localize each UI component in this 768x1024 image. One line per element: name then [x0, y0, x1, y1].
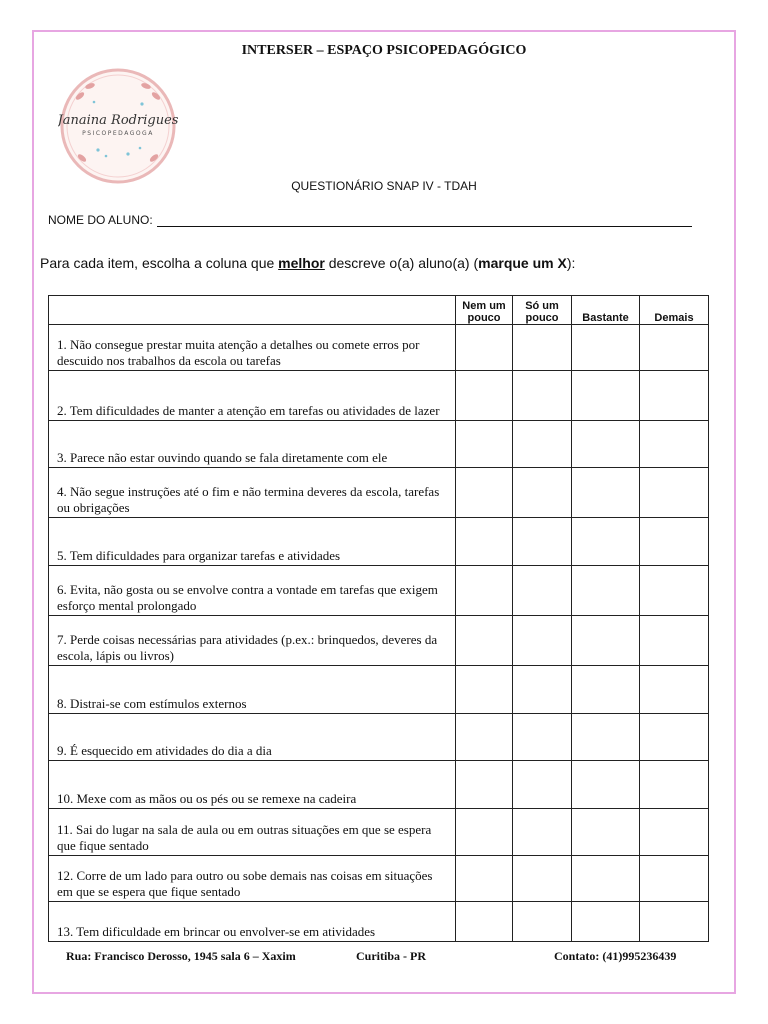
- table-row: [49, 566, 709, 616]
- table-row: [49, 371, 709, 421]
- answer-cell[interactable]: [640, 518, 709, 566]
- answer-cell[interactable]: [640, 856, 709, 902]
- question-text: 1. Não consegue prestar muita atenção a detalhes ou comete erros por descuido nos trabalhos da escola ou tarefas: [49, 325, 456, 371]
- column-header-demais: Demais: [640, 296, 709, 325]
- table-row: [49, 714, 709, 761]
- answer-cell[interactable]: [456, 518, 513, 566]
- instructions-text-2: descreve o(a) aluno(a) (: [324, 255, 479, 271]
- column-header-bastante: Bastante: [572, 296, 640, 325]
- student-name-label: NOME DO ALUNO:: [48, 213, 153, 227]
- answer-cell[interactable]: [456, 761, 513, 809]
- column-header-so-um-pouco: Só um pouco: [513, 296, 572, 325]
- answer-cell[interactable]: [572, 856, 640, 902]
- answer-cell[interactable]: [456, 421, 513, 468]
- answer-cell[interactable]: [572, 566, 640, 616]
- column-header-nem-um-pouco: Nem um pouco: [456, 296, 513, 325]
- question-text: 8. Distrai-se com estímulos externos: [49, 666, 456, 714]
- question-text: 4. Não segue instruções até o fim e não termina deveres da escola, tarefas ou obrigações: [49, 468, 456, 518]
- question-text: 6. Evita, não gosta ou se envolve contra a vontade em tarefas que exigem esforço mental prolongado: [49, 566, 456, 616]
- question-text: 12. Corre de um lado para outro ou sobe demais nas coisas em situações em que se espera que fique sentado: [49, 856, 456, 902]
- answer-cell[interactable]: [572, 371, 640, 421]
- footer-contact: Contato: (41)995236439: [554, 949, 677, 963]
- answer-cell[interactable]: [640, 616, 709, 666]
- answer-cell[interactable]: [640, 371, 709, 421]
- answer-cell[interactable]: [513, 421, 572, 468]
- answer-cell[interactable]: [513, 518, 572, 566]
- answer-cell[interactable]: [513, 468, 572, 518]
- answer-cell[interactable]: [456, 902, 513, 942]
- question-text: 13. Tem dificuldade em brincar ou envolver-se em atividades: [49, 902, 456, 942]
- student-name-field[interactable]: [157, 214, 692, 227]
- page-header: INTERSER – ESPAÇO PSICOPEDAGÓGICO: [241, 43, 527, 58]
- question-text: 11. Sai do lugar na sala de aula ou em outras situações em que se espera que fique sentado: [49, 809, 456, 856]
- answer-cell[interactable]: [456, 714, 513, 761]
- answer-cell[interactable]: [572, 902, 640, 942]
- instructions-emphasis: melhor: [278, 255, 325, 271]
- question-text: 3. Parece não estar ouvindo quando se fala diretamente com ele: [49, 421, 456, 468]
- answer-cell[interactable]: [572, 761, 640, 809]
- instructions-text-3: ):: [566, 255, 576, 271]
- answer-cell[interactable]: [456, 468, 513, 518]
- answer-cell[interactable]: [572, 714, 640, 761]
- table-row: [49, 421, 709, 468]
- answer-cell[interactable]: [513, 714, 572, 761]
- logo: [58, 66, 178, 186]
- instructions: [40, 255, 575, 271]
- instructions-text-1: Para cada item, escolha a coluna que: [40, 255, 279, 271]
- answer-cell[interactable]: [572, 325, 640, 371]
- answer-cell[interactable]: [640, 761, 709, 809]
- footer-city: Curitiba - PR: [356, 949, 426, 963]
- answer-cell[interactable]: [513, 325, 572, 371]
- table-header-row: [49, 296, 709, 325]
- answer-cell[interactable]: [640, 714, 709, 761]
- answer-cell[interactable]: [456, 325, 513, 371]
- question-text: 5. Tem dificuldades para organizar tarefas e atividades: [49, 518, 456, 566]
- answer-cell[interactable]: [640, 666, 709, 714]
- answer-cell[interactable]: [513, 616, 572, 666]
- answer-cell[interactable]: [640, 325, 709, 371]
- answer-cell[interactable]: [572, 616, 640, 666]
- answer-cell[interactable]: [513, 566, 572, 616]
- answer-cell[interactable]: [640, 902, 709, 942]
- table-row: [49, 761, 709, 809]
- student-name-row: [48, 213, 692, 227]
- answer-cell[interactable]: [456, 566, 513, 616]
- answer-cell[interactable]: [456, 616, 513, 666]
- answer-cell[interactable]: [456, 371, 513, 421]
- answer-cell[interactable]: [640, 421, 709, 468]
- answer-cell[interactable]: [640, 809, 709, 856]
- answer-cell[interactable]: [513, 761, 572, 809]
- answer-cell[interactable]: [640, 468, 709, 518]
- answer-cell[interactable]: [456, 809, 513, 856]
- answer-cell[interactable]: [640, 566, 709, 616]
- form-title: QUESTIONÁRIO SNAP IV - TDAH: [291, 179, 477, 193]
- answer-cell[interactable]: [572, 421, 640, 468]
- question-text: 9. É esquecido em atividades do dia a dia: [49, 714, 456, 761]
- question-text: 7. Perde coisas necessárias para atividades (p.ex.: brinquedos, deveres da escola, lápis ou livros): [49, 616, 456, 666]
- table-row: [49, 518, 709, 566]
- answer-cell[interactable]: [572, 468, 640, 518]
- table-row: [49, 809, 709, 856]
- instructions-mark: marque um X: [478, 255, 567, 271]
- logo-subtitle: PSICOPEDAGOGA: [82, 130, 154, 137]
- header-blank: [49, 296, 456, 325]
- table-row: [49, 468, 709, 518]
- table-row: [49, 325, 709, 371]
- table-row: [49, 616, 709, 666]
- table-row: [49, 902, 709, 942]
- snap-questionnaire-table: [48, 295, 709, 942]
- answer-cell[interactable]: [456, 666, 513, 714]
- answer-cell[interactable]: [513, 371, 572, 421]
- answer-cell[interactable]: [513, 856, 572, 902]
- footer-address: Rua: Francisco Derosso, 1945 sala 6 – Xaxim: [66, 949, 296, 963]
- answer-cell[interactable]: [513, 666, 572, 714]
- logo-name: Janaina Rodrigues: [58, 113, 178, 128]
- answer-cell[interactable]: [572, 809, 640, 856]
- question-text: 2. Tem dificuldades de manter a atenção em tarefas ou atividades de lazer: [49, 371, 456, 421]
- answer-cell[interactable]: [572, 666, 640, 714]
- question-text: 10. Mexe com as mãos ou os pés ou se remexe na cadeira: [49, 761, 456, 809]
- answer-cell[interactable]: [513, 809, 572, 856]
- answer-cell[interactable]: [572, 518, 640, 566]
- table-row: [49, 856, 709, 902]
- table-row: [49, 666, 709, 714]
- answer-cell[interactable]: [456, 856, 513, 902]
- answer-cell[interactable]: [513, 902, 572, 942]
